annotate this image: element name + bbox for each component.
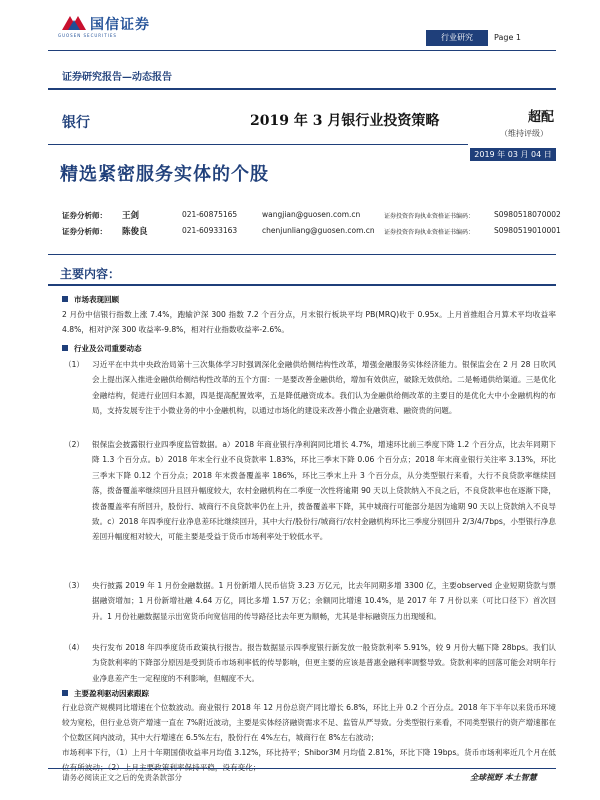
sector-label: 银行 <box>62 115 90 131</box>
analyst-email[interactable]: chenjunliang@guosen.com.cn <box>262 226 375 235</box>
logo-text: 国信证券 <box>90 17 150 33</box>
footer-slogan: 全球视野 本土智慧 <box>470 773 537 782</box>
title-rule <box>48 144 468 145</box>
section-heading-market: 市场表现回顾 <box>62 294 119 305</box>
analyst-name: 陈俊良 <box>122 227 148 237</box>
footer-rule <box>48 768 556 769</box>
item-text: 习近平在中共中央政治局第十三次集体学习时强调深化金融供给侧结构性改革，增强金融服务实体经济能力。银保监会在 2 月 28 日吹风会上提出深入推进金融供给侧结构性改革的五个方面：一是要改善金融供给，增加有效供应，破除无效供给。二是畅通供给渠道。三是优化金融结构，促进行业回归本源，四是提高配置效率，五是降低融资成本。我们认为金融供给侧改革的主要目的是优化大中小金融机构的布局，支持发展专注于小微业务的中小金融机构，以通过市场化的建设来改善小微企业融资难、融资贵的问题。 <box>92 360 556 416</box>
banner-rule <box>48 88 556 90</box>
report-headline: 精选紧密服务实体的个股 <box>60 164 269 185</box>
header-rule <box>48 50 556 51</box>
cert-label: 证券投资咨询执业资格证书编码： <box>384 213 475 220</box>
analyst-name: 王剑 <box>122 211 140 221</box>
report-date: 2019 年 03 月 04 日 <box>470 148 556 161</box>
page-indicator <box>494 30 521 46</box>
item-text: 银保监会披露银行业四季度监管数据。a）2018 年商业银行净利润同比增长 4.7%，增速环比前三季度下降 1.2 个百分点，比去年同期下降 1.3 个百分点。b）2018 年末全行业不良贷款率 1.83%，环比三季末下降 0.06 个百分点；2018 年末商业银行关注率 3.13%，环比三季末下降 0.12 个百分点；2018 年末拨备覆盖率 186%，环比三季末上升 3 个百分点，从分类型银行来看，大行不良贷款率继续回落，拨备覆盖率继续回升且回升幅度较大，农村金融机构在二季度一次性将逾期 90 天以上贷款纳入不良之后，不良贷款率也在逐渐下降，拨备覆盖率有所回升，股份行、城商行不良贷款率仍在上升，拨备覆盖率下降，其中城商行可能部分是因为逾期 90 天以上贷款纳入不良导致。c）2018 年四季度行业净息差环比继续回升，其中大行/股份行/城商行/农村金融机构环比三季度分别回升 2/3/4/7bps，小型银行净息差回升幅度相对较大，可能主要是受益于货币市场利率处于较低水平。 <box>92 440 556 542</box>
drivers-text: 市场利率下行，（1）上月十年期国债收益率月均值 3.12%，环比持平；Shibor3M 月均值 2.81%，环比下降 19bps。货币市场利率近几个月在低 <box>62 748 556 757</box>
analyst-row <box>62 210 562 222</box>
analyst-phone: 021-60875165 <box>182 210 238 219</box>
item-text: 央行发布 2018 年四季度货币政策执行报告。报告数据显示四季度银行新发放一般贷款利率 5.91%，较 9 月份大幅下降 28bps。我们认为贷款利率的下降部分原因是受到货币市场利率低的传导影响，但更主要的应该是普惠金融利率调整导致。贷款利率的回落可能会对明年行业净息差产生一定程度的不利影响，但幅度不大。 <box>92 643 556 683</box>
analyst-row <box>62 226 562 238</box>
report-type-tag: 行业研究 <box>426 30 488 46</box>
rating-note: （维持评级） <box>500 129 548 138</box>
section-heading-drivers: 主要盈利驱动因素跟踪 <box>62 688 149 699</box>
analyst-role: 证券分析师： <box>62 227 107 236</box>
report-category: 证券研究报告—动态报告 <box>62 72 172 83</box>
logo-subtitle: GUOSEN SECURITIES <box>58 33 117 38</box>
drivers-text: 行业总资产规模同比增速在个位数波动。商业银行 2018 年 12 月份总资产同比增长 6.8%，环比上升 0.2 个百分点。2018 年下半年以来货币环境较为宽松，但行业总资产增速一直在 7%附近波动，主要是实体经济融资需求不足、监管从严导致。分类型银行来看，不同类型银行的资产增速都在个位数区间内波动，其中大行增速在 6.5%左右，股份行在 4%左右，城商行在 8%左右波动； <box>62 703 556 743</box>
item-number: （1） <box>64 360 85 369</box>
item-number: （3） <box>64 581 85 590</box>
section-heading-news: 行业及公司重要动态 <box>62 343 142 354</box>
report-type-bar <box>426 30 556 46</box>
page-number: 1 <box>515 33 522 42</box>
analyst-role: 证券分析师： <box>62 211 107 220</box>
cert-number: S0980518070002 <box>494 210 561 219</box>
item-number: （4） <box>64 643 85 652</box>
rating: 超配 <box>528 110 555 125</box>
report-title: 2019 年 3 月银行业投资策略 <box>250 113 440 129</box>
summary-title: 主要内容： <box>60 267 121 281</box>
page-label: Page <box>494 33 514 42</box>
item-text: 央行披露 2019 年 1 月份金融数据。1 月份新增人民币信贷 3.23 万亿元，比去年同期多增 3300 亿，主要observed 企业短期贷款与票据融资增加；1 月份新增社融 4.64 万亿，同比多增 1.57 万亿；余额同比增速 10.4%，是 2017 年 7 月份以来（可比口径下）首次回升。1 月份社融数据显示出宽货币向宽信用的传导路径比去年更为顺畅，尤其是非标融资压力出现缓和。 <box>92 581 556 621</box>
guosen-logo-icon <box>60 14 88 32</box>
bullet-square-icon <box>62 296 68 302</box>
cert-number: S0980519010001 <box>494 226 561 235</box>
summary-rule <box>48 284 556 286</box>
analyst-phone: 021-60933163 <box>182 226 238 235</box>
analyst-email[interactable]: wangjian@guosen.com.cn <box>262 210 361 219</box>
bullet-square-icon <box>62 345 68 351</box>
footer-disclaimer: 请务必阅读正文之后的免责条款部分 <box>62 773 182 782</box>
item-number: （2） <box>64 440 85 449</box>
bullet-square-icon <box>62 690 68 696</box>
analyst-rule <box>48 254 556 255</box>
market-review-text: 2 月份中信银行指数上涨 7.4%，跑输沪深 300 指数 7.2 个百分点，月末银行板块平均 PB(MRQ)收于 0.95x。上月首推组合月算术平均收益率 4.8%，相对沪深 300 收益率-9.8%，相对行业指数收益率-2.6%。 <box>62 310 556 335</box>
cert-label: 证券投资咨询执业资格证书编码： <box>384 229 475 236</box>
